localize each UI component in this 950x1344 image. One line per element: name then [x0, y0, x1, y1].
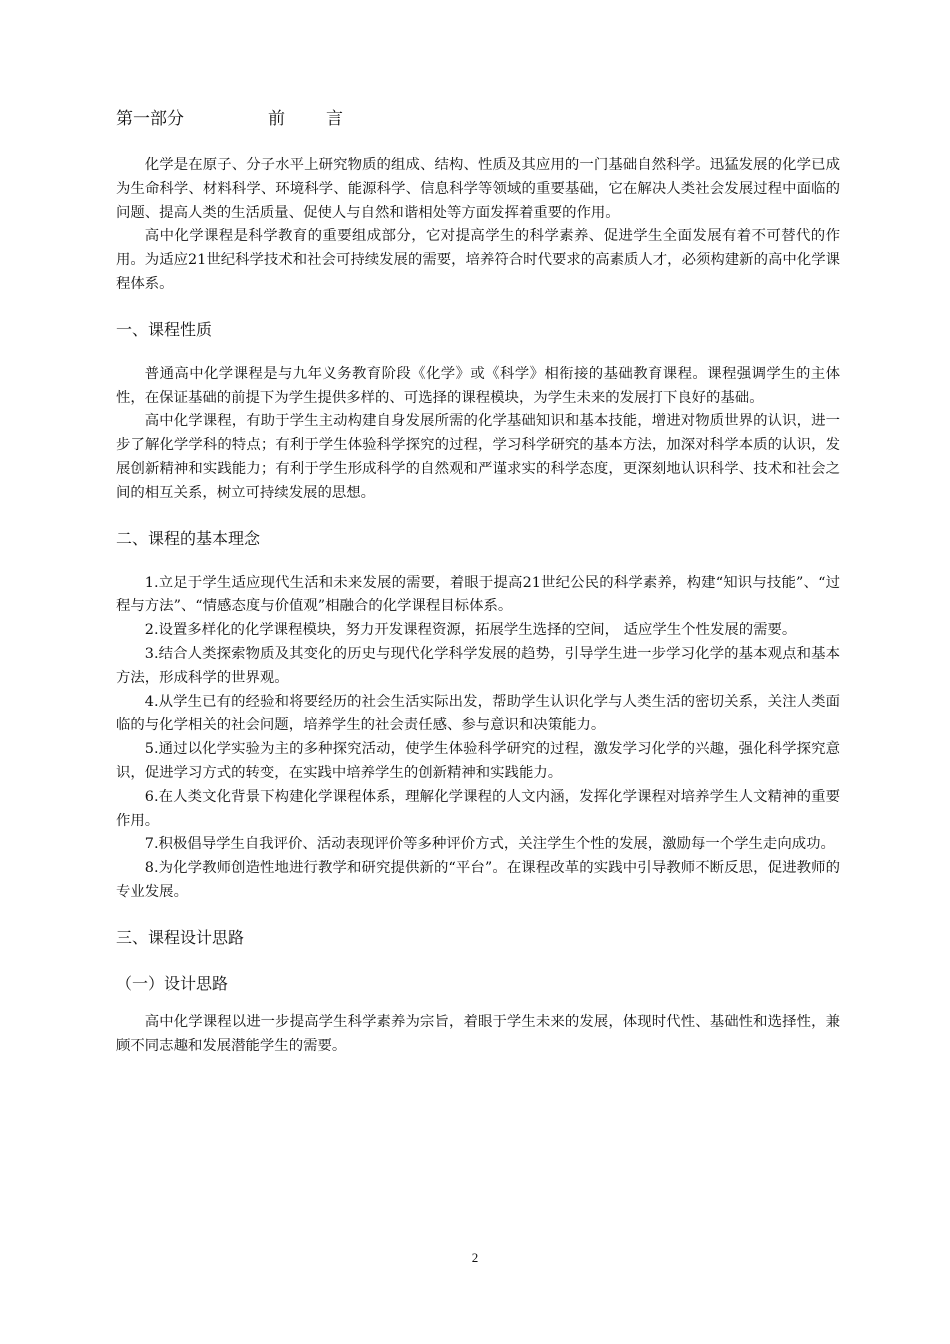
numbered-item: 5.通过以化学实验为主的多种探究活动，使学生体验科学研究的过程，激发学习化学的兴趣，强化科学探究意识，促进学习方式的转变，在实践中培养学生的创新精神和实践能力。: [116, 741, 840, 781]
numbered-item: 1.立足于学生适应现代生活和未来发展的需要，着眼于提高21世纪公民的科学素养，构建“知识与技能”、“过程与方法”、“情感态度与价值观”相融合的化学课程目标体系。: [116, 574, 840, 615]
intro-paragraph: 化学是在原子、分子水平上研究物质的组成、结构、性质及其应用的一门基础自然科学。迅猛发展的化学已成为生命科学、材料科学、环境科学、能源科学、信息科学等领域的重要基础，它在解决人类社会发展过程中面临的问题、提高人类的生活质量、促使人与自然和谐相处等方面发挥着重要的作用。: [116, 157, 840, 221]
body-paragraph: 高中化学课程，有助于学生主动构建自身发展所需的化学基础知识和基本技能，增进对物质世界的认识，进一步了解化学学科的特点；有利于学生体验科学探究的过程，学习科学研究的基本方法，加深对科学本质的认识，发展创新精神和实践能力；有利于学生形成科学的自然观和严谨求实的科学态度，更深刻地认识科学、技术和社会之间的相互关系，树立可持续发展的思想。: [116, 413, 840, 501]
part-label: 第一部分: [116, 109, 184, 129]
section-heading-philosophy: 二、课程的基本理念: [116, 528, 261, 548]
numbered-item: 8.为化学教师创造性地进行教学和研究提供新的“平台”。在课程改革的实践中引导教师不断反思，促进教师的专业发展。: [116, 860, 840, 900]
subsection-heading-design-idea: （一）设计思路: [116, 973, 229, 993]
body-paragraph: 高中化学课程以进一步提高学生科学素养为宗旨，着眼于学生未来的发展，体现时代性、基础性和选择性，兼顾不同志趣和发展潜能学生的需要。: [116, 1013, 840, 1054]
page-number: 2: [471, 1250, 479, 1265]
part-title: [116, 104, 840, 134]
section-heading-design: 三、课程设计思路: [116, 927, 245, 947]
numbered-item: 2.设置多样化的化学课程模块，努力开发课程资源，拓展学生选择的空间， 适应学生个性发展的需要。: [144, 622, 797, 639]
body-paragraph: 普通高中化学课程是与九年义务教育阶段《化学》或《科学》相衔接的基础教育课程。课程强调学生的主体性，在保证基础的前提下为学生提供多样的、可选择的课程模块，为学生未来的发展打下良好的基础。: [116, 365, 840, 406]
numbered-item: 6.在人类文化背景下构建化学课程体系，理解化学课程的人文内涵，发挥化学课程对培养学生人文精神的重要作用。: [116, 788, 840, 829]
part-title-char-2: 言: [326, 109, 343, 129]
document-page: [116, 104, 840, 1058]
numbered-item: 7.积极倡导学生自我评价、活动表现评价等多种评价方式，关注学生个性的发展，激励每一个学生走向成功。: [144, 836, 835, 853]
intro-paragraph: 高中化学课程是科学教育的重要组成部分，它对提高学生的科学素养、促进学生全面发展有着不可替代的作用。为适应21世纪科学技术和社会可持续发展的需要，培养符合时代要求的高素质人才，必须构建新的高中化学课程体系。: [116, 228, 840, 292]
section-heading-nature: 一、课程性质: [116, 319, 213, 339]
numbered-item: 4.从学生已有的经验和将要经历的社会生活实际出发，帮助学生认识化学与人类生活的密切关系，关注人类面临的与化学相关的社会问题，培养学生的社会责任感、参与意识和决策能力。: [116, 693, 840, 734]
numbered-item: 3.结合人类探索物质及其变化的历史与现代化学科学发展的趋势，引导学生进一步学习化学的基本观点和基本方法，形成科学的世界观。: [116, 645, 840, 686]
part-title-char-1: 前: [268, 109, 285, 129]
